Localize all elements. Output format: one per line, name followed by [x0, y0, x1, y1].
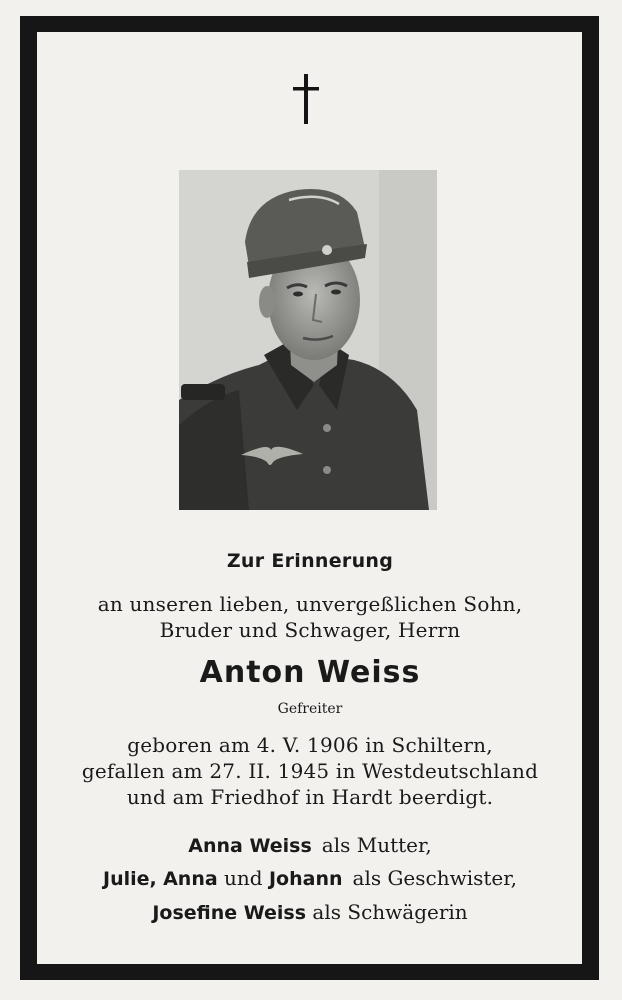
mother-name: Anna Weiss	[188, 835, 312, 857]
soldier-portrait	[179, 170, 437, 510]
burial-line: und am Friedhof in Hardt beerdigt.	[126, 785, 494, 809]
deceased-name: Anton Weiss	[199, 655, 421, 690]
death-line: gefallen am 27. II. 1945 in Westdeutschland	[81, 759, 539, 783]
deceased-rank: Gefreiter	[277, 701, 343, 717]
sibling-name-3: Johann	[268, 868, 343, 890]
sibling-name-2: Anna	[163, 868, 218, 890]
sibling-name-1: Julie,	[103, 868, 157, 890]
intro-line-2: Bruder und Schwager, Herrn	[159, 618, 461, 642]
border-top	[22, 16, 598, 32]
family-siblings	[40, 866, 580, 890]
heading: Zur Erinnerung	[226, 550, 394, 572]
family-sister-in-law	[40, 900, 580, 924]
border-left	[20, 16, 37, 980]
sister-in-law-name: Josefine Weiss	[152, 902, 307, 924]
cross-icon	[291, 74, 321, 124]
sister-in-law-role: als Schwägerin	[312, 900, 468, 924]
mother-role: als Mutter,	[321, 833, 432, 857]
birth-line: geboren am 4. V. 1906 in Schiltern,	[127, 733, 493, 757]
border-right	[582, 16, 599, 980]
border-bottom	[22, 964, 598, 980]
sibling-connector: und	[224, 866, 263, 890]
intro-line-1: an unseren lieben, unvergeßlichen Sohn,	[97, 592, 523, 616]
siblings-role: als Geschwister,	[352, 866, 517, 890]
family-mother	[40, 833, 580, 857]
